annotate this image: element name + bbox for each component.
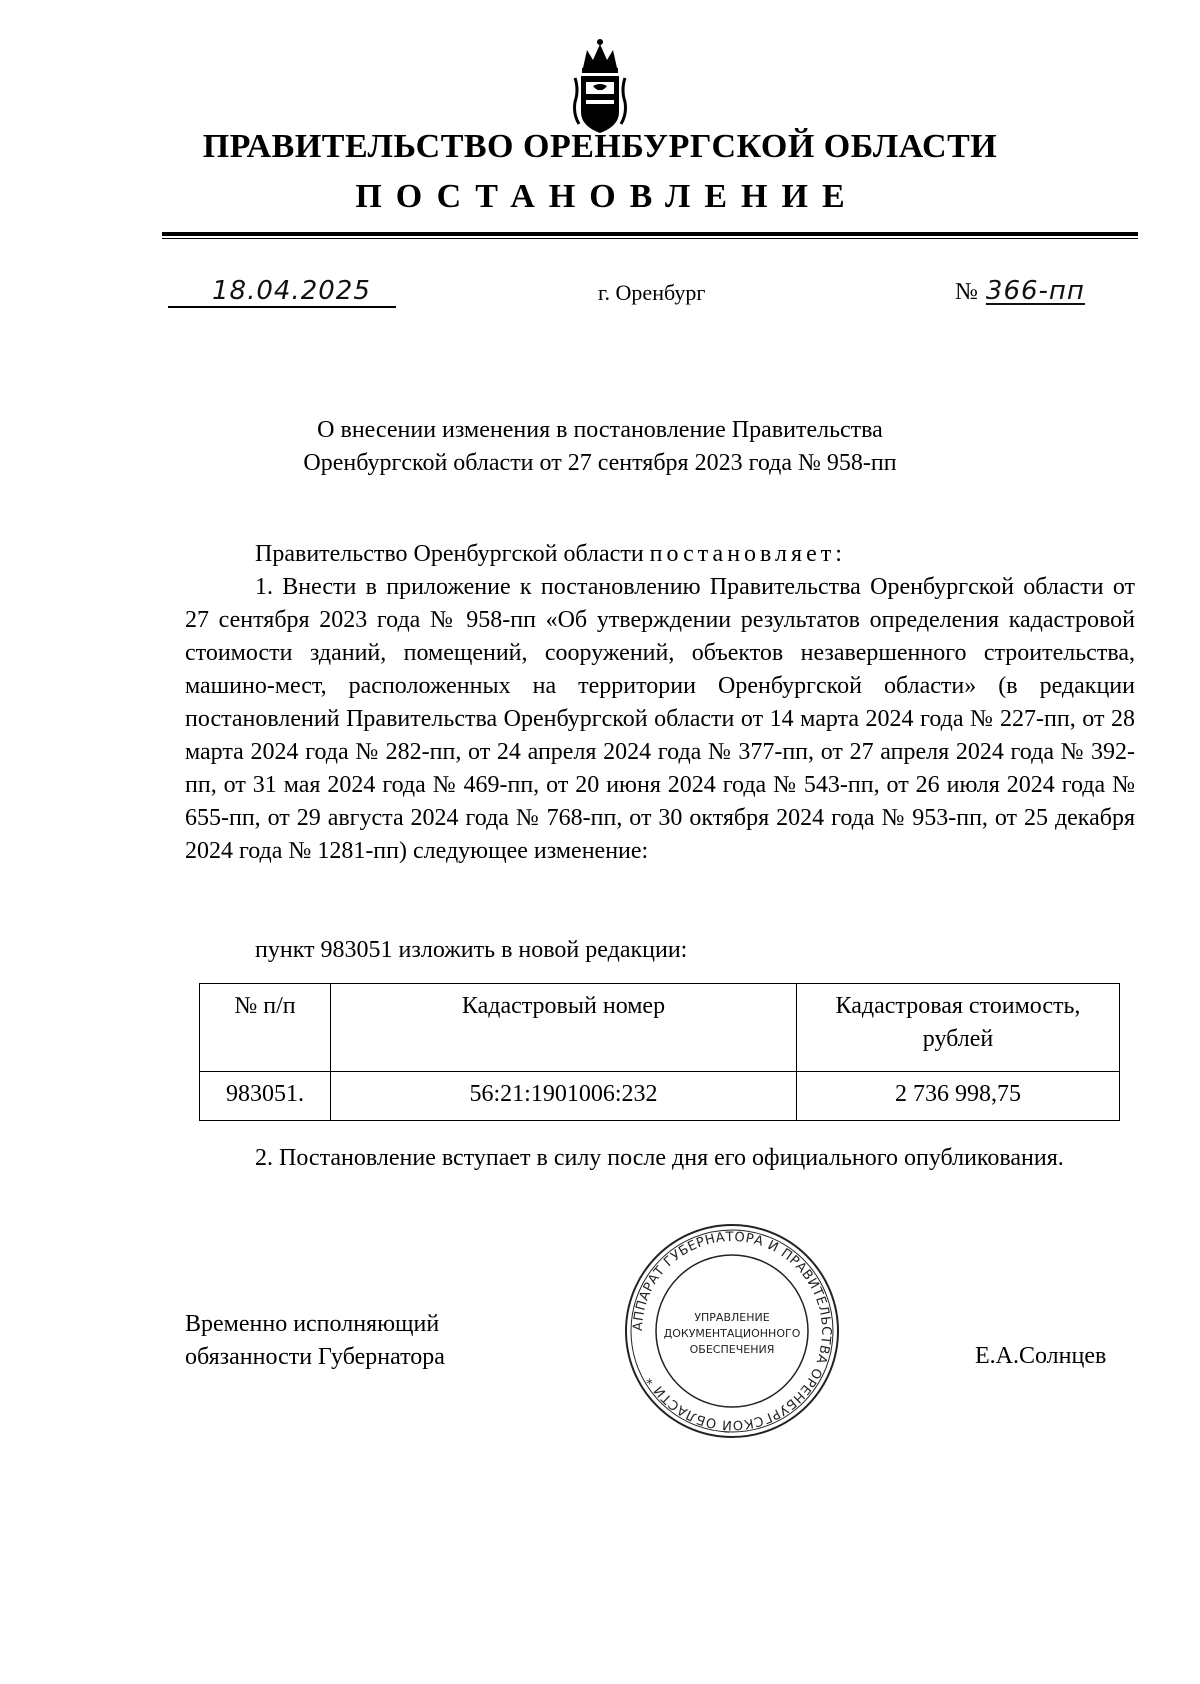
intro-decides: постановляет:	[649, 541, 846, 567]
cell-number: 983051.	[200, 1072, 331, 1121]
signer-title-line-2: обязанности Губернатора	[185, 1344, 445, 1370]
column-header-number: № п/п	[200, 984, 331, 1072]
oblast-coat-of-arms-emblem	[573, 38, 627, 136]
signer-title-line-1: Временно исполняющий	[185, 1311, 440, 1337]
document-number	[955, 276, 1085, 306]
header-divider-thick	[162, 232, 1138, 236]
cell-cadastral-number: 56:21:1901006:232	[331, 1072, 797, 1121]
intro-paragraph	[255, 538, 846, 571]
title-line-2: Оренбургской области от 27 сентября 2023 года № 958-пп	[303, 450, 897, 476]
item-1-paragraph: 1. Внести в приложение к постановлению Правительства Оренбургской области от 27 сентября 2023 года № 958-пп «Об утверждении результатов определения кадастровой стоимости зданий, помещений, сооружений, объектов незавершенного строительства, машино-мест, расположенных на территории Оренбургской области» (в редакции постановлений Правительства Оренбургской области от 14 марта 2024 года № 227-пп, от 28 марта 2024 года № 282-пп, от 24 апреля 2024 года № 377-пп, от 27 апреля 2024 года № 392-пп, от 31 мая 2024 года № 469-пп, от 20 июня 2024 года № 543-пп, от 26 июля 2024 года № 655-пп, от 29 августа 2024 года № 768-пп, от 30 октября 2024 года № 953-пп, от 25 декабря 2024 года № 1281-пп) следующее изменение:	[185, 574, 1135, 864]
table-row	[200, 1072, 1120, 1121]
signer-title	[185, 1308, 445, 1374]
stamp-center-line-1: УПРАВЛЕНИЕ	[694, 1311, 770, 1324]
item-2-paragraph: 2. Постановление вступает в силу после дня его официального опубликования.	[255, 1145, 1064, 1171]
document-city: г. Оренбург	[598, 280, 706, 305]
intro-prefix: Правительство Оренбургской области	[255, 541, 650, 567]
organization-name: ПРАВИТЕЛЬСТВО ОРЕНБУРГСКОЙ ОБЛАСТИ	[202, 128, 998, 165]
item-1-point: пункт 983051 изложить в новой редакции:	[255, 937, 688, 963]
document-type: ПОСТАНОВЛЕНИЕ	[355, 178, 859, 215]
header-divider-thin	[162, 238, 1138, 239]
number-value: 366-пп	[985, 276, 1085, 306]
document-title	[0, 414, 1200, 480]
stamp-center-line-3: ОБЕСПЕЧЕНИЯ	[689, 1343, 775, 1356]
stamp-ring-text: АППАРАТ ГУБЕРНАТОРА И ПРАВИТЕЛЬСТВА ОРЕНБУРГСКОЙ ОБЛАСТИ *	[630, 1229, 834, 1433]
title-line-1: О внесении изменения в постановление Правительства	[317, 417, 883, 443]
document-date: 18.04.2025	[212, 276, 371, 306]
column-header-cadastral-value: Кадастровая стоимость, рублей	[797, 984, 1120, 1072]
column-header-cadastral-number: Кадастровый номер	[331, 984, 797, 1072]
official-stamp	[623, 1222, 841, 1440]
date-underline	[168, 306, 396, 308]
stamp-center-line-2: ДОКУМЕНТАЦИОННОГО	[663, 1327, 801, 1340]
cadastral-table	[199, 983, 1120, 1121]
number-label: №	[955, 279, 978, 305]
table-header-row	[200, 984, 1120, 1072]
signer-name: Е.А.Солнцев	[975, 1343, 1107, 1369]
cell-cadastral-value: 2 736 998,75	[797, 1072, 1120, 1121]
